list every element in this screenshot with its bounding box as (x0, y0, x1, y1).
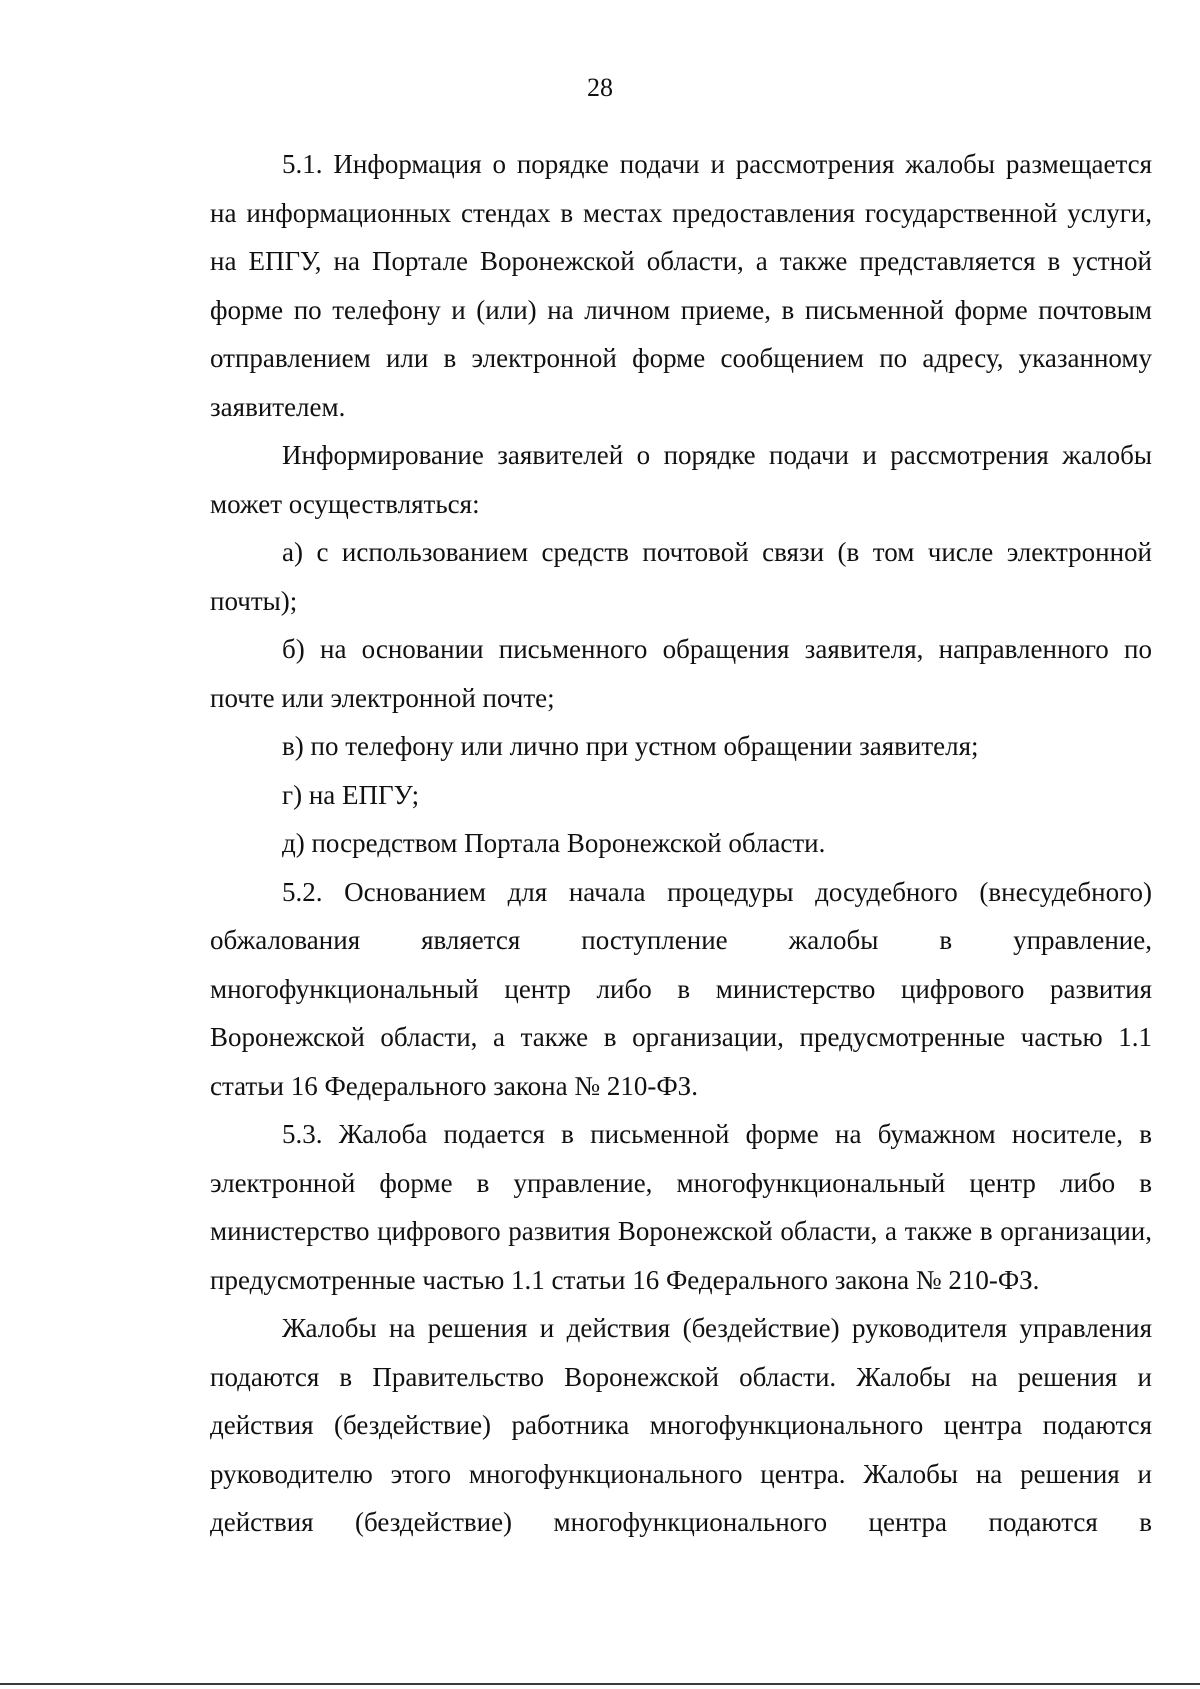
paragraph-complaints: Жалобы на решения и действия (бездействие) руководителя управления подаются в Правительство Воронежской области. Жалобы на решения и действия (бездействие) работника многофункционального центра подаются руководителю этого многофункционального центра. Жалобы на решения и действия (бездействие) многофункционального центра подаются в (210, 1313, 1152, 1537)
list-item-b: б) на основании письменного обращения заявителя, направленного по почте или электронной почте; (210, 634, 1152, 713)
paragraph-5-1: 5.1. Информация о порядке подачи и рассмотрения жалобы размещается на информационных стендах в местах предоставления государственной услуги, на ЕПГУ, на Портале Воронежской области, а также представляется в устной форме по телефону и (или) на личном приеме, в письменной форме почтовым отправлением или в электронной форме сообщением по адресу, указанному заявителем. (210, 149, 1152, 422)
page-number: 28 (587, 73, 613, 102)
paragraph-informing: Информирование заявителей о порядке подачи и рассмотрения жалобы может осуществляться: (210, 440, 1152, 519)
list-item-d: д) посредством Портала Воронежской области. (282, 828, 826, 858)
page-bottom-border (0, 1683, 1200, 1685)
paragraph-5-2: 5.2. Основанием для начала процедуры досудебного (внесудебного) обжалования является поступление жалобы в управление, многофункциональный центр либо в министерство цифрового развития Воронежской области, а также в организации, предусмотренные частью 1.1 статьи 16 Федерального закона № 210-ФЗ. (210, 876, 1152, 1101)
list-item-v: в) по телефону или лично при устном обращении заявителя; (282, 731, 979, 761)
document-body (210, 140, 1152, 1547)
list-item-g: г) на ЕПГУ; (282, 779, 420, 810)
paragraph-5-3: 5.3. Жалоба подается в письменной форме на бумажном носителе, в электронной форме в управление, многофункциональный центр либо в министерство цифрового развития Воронежской области, а также в организации, предусмотренные частью 1.1 статьи 16 Федерального закона № 210-ФЗ. (210, 1119, 1152, 1295)
list-item-a: а) с использованием средств почтовой связи (в том числе электронной почты); (210, 537, 1152, 616)
